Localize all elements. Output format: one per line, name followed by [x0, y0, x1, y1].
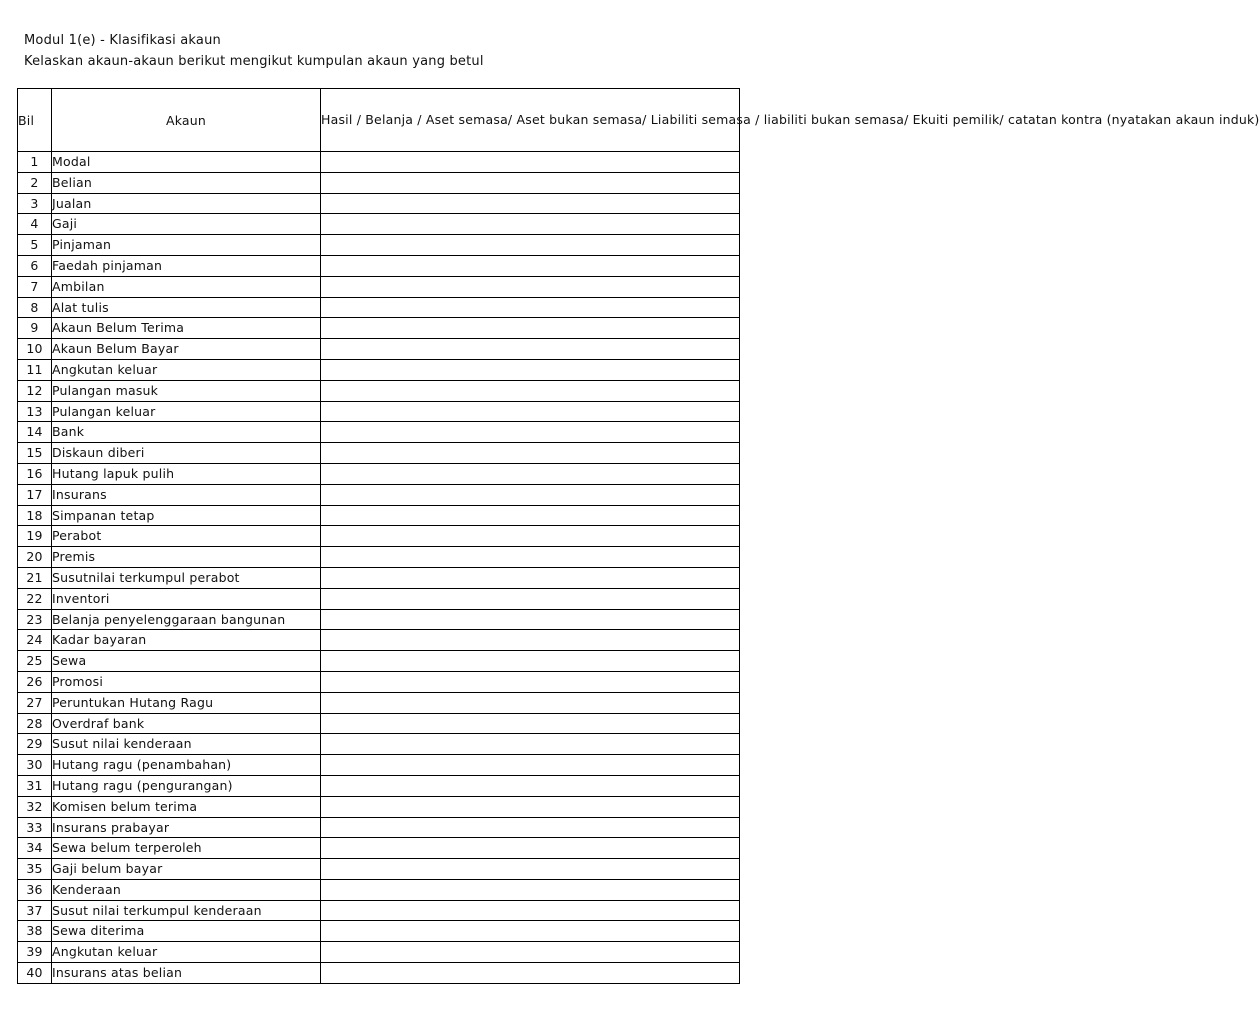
header-akaun: Akaun [52, 89, 321, 152]
table-row [18, 214, 740, 235]
classification-answer-cell[interactable] [321, 339, 740, 360]
account-name: Gaji [52, 214, 321, 235]
row-number: 13 [18, 401, 52, 422]
account-name: Ambilan [52, 276, 321, 297]
row-number: 28 [18, 713, 52, 734]
table-row [18, 255, 740, 276]
document-heading [24, 30, 484, 72]
row-number: 22 [18, 588, 52, 609]
account-name: Gaji belum bayar [52, 859, 321, 880]
account-name: Sewa [52, 651, 321, 672]
row-number: 35 [18, 859, 52, 880]
row-number: 30 [18, 755, 52, 776]
classification-answer-cell[interactable] [321, 651, 740, 672]
classification-answer-cell[interactable] [321, 214, 740, 235]
row-number: 29 [18, 734, 52, 755]
row-number: 12 [18, 380, 52, 401]
account-name: Kenderaan [52, 879, 321, 900]
table-body [18, 152, 740, 984]
account-name: Jualan [52, 193, 321, 214]
classification-answer-cell[interactable] [321, 235, 740, 256]
row-number: 18 [18, 505, 52, 526]
header-row [18, 89, 740, 152]
row-number: 9 [18, 318, 52, 339]
table-row [18, 567, 740, 588]
account-name: Alat tulis [52, 297, 321, 318]
account-name: Peruntukan Hutang Ragu [52, 692, 321, 713]
account-name: Overdraf bank [52, 713, 321, 734]
classification-answer-cell[interactable] [321, 255, 740, 276]
classification-answer-cell[interactable] [321, 359, 740, 380]
table-row [18, 651, 740, 672]
row-number: 2 [18, 172, 52, 193]
table-row [18, 401, 740, 422]
account-name: Susut nilai kenderaan [52, 734, 321, 755]
table-row [18, 318, 740, 339]
account-name: Insurans prabayar [52, 817, 321, 838]
row-number: 17 [18, 484, 52, 505]
classification-answer-cell[interactable] [321, 734, 740, 755]
row-number: 38 [18, 921, 52, 942]
table-row [18, 484, 740, 505]
row-number: 33 [18, 817, 52, 838]
row-number: 6 [18, 255, 52, 276]
classification-answer-cell[interactable] [321, 588, 740, 609]
classification-answer-cell[interactable] [321, 963, 740, 984]
row-number: 26 [18, 671, 52, 692]
row-number: 7 [18, 276, 52, 297]
table-row [18, 297, 740, 318]
table-row [18, 359, 740, 380]
row-number: 20 [18, 547, 52, 568]
account-name: Belanja penyelenggaraan bangunan [52, 609, 321, 630]
table-row [18, 838, 740, 859]
row-number: 4 [18, 214, 52, 235]
row-number: 24 [18, 630, 52, 651]
account-name: Promosi [52, 671, 321, 692]
table-row [18, 921, 740, 942]
classification-answer-cell[interactable] [321, 796, 740, 817]
account-name: Faedah pinjaman [52, 255, 321, 276]
classification-answer-cell[interactable] [321, 755, 740, 776]
classification-answer-cell[interactable] [321, 526, 740, 547]
classification-answer-cell[interactable] [321, 817, 740, 838]
account-name: Akaun Belum Bayar [52, 339, 321, 360]
classification-answer-cell[interactable] [321, 775, 740, 796]
row-number: 8 [18, 297, 52, 318]
table-row [18, 526, 740, 547]
table-row [18, 339, 740, 360]
account-name: Akaun Belum Terima [52, 318, 321, 339]
account-name: Pulangan keluar [52, 401, 321, 422]
classification-answer-cell[interactable] [321, 630, 740, 651]
table-row [18, 817, 740, 838]
table-row [18, 755, 740, 776]
classification-answer-cell[interactable] [321, 463, 740, 484]
table-row [18, 463, 740, 484]
table-row [18, 609, 740, 630]
row-number: 3 [18, 193, 52, 214]
table-row [18, 963, 740, 984]
account-name: Susut nilai terkumpul kenderaan [52, 900, 321, 921]
account-name: Susutnilai terkumpul perabot [52, 567, 321, 588]
row-number: 37 [18, 900, 52, 921]
classification-table [17, 88, 1260, 984]
classification-answer-cell[interactable] [321, 401, 740, 422]
row-number: 1 [18, 152, 52, 173]
classification-answer-cell[interactable] [321, 567, 740, 588]
classification-answer-cell[interactable] [321, 297, 740, 318]
account-name: Perabot [52, 526, 321, 547]
table-row [18, 734, 740, 755]
table-row [18, 796, 740, 817]
table-row [18, 380, 740, 401]
table-row [18, 713, 740, 734]
table-row [18, 630, 740, 651]
account-name: Inventori [52, 588, 321, 609]
account-name: Insurans [52, 484, 321, 505]
table-row [18, 671, 740, 692]
classification-answer-cell[interactable] [321, 172, 740, 193]
row-number: 39 [18, 942, 52, 963]
row-number: 14 [18, 422, 52, 443]
table-row [18, 505, 740, 526]
classification-answer-cell[interactable] [321, 505, 740, 526]
table-row [18, 443, 740, 464]
classification-answer-cell[interactable] [321, 879, 740, 900]
classification-answer-cell[interactable] [321, 921, 740, 942]
row-number: 27 [18, 692, 52, 713]
classification-answer-cell[interactable] [321, 276, 740, 297]
classification-answer-cell[interactable] [321, 318, 740, 339]
row-number: 32 [18, 796, 52, 817]
row-number: 31 [18, 775, 52, 796]
table-row [18, 422, 740, 443]
table-row [18, 152, 740, 173]
account-name: Komisen belum terima [52, 796, 321, 817]
row-number: 21 [18, 567, 52, 588]
classification-answer-cell[interactable] [321, 900, 740, 921]
table-row [18, 276, 740, 297]
account-name: Angkutan keluar [52, 942, 321, 963]
account-name: Hutang lapuk pulih [52, 463, 321, 484]
account-name: Diskaun diberi [52, 443, 321, 464]
account-name: Sewa belum terperoleh [52, 838, 321, 859]
account-name: Premis [52, 547, 321, 568]
classification-answer-cell[interactable] [321, 692, 740, 713]
table-row [18, 692, 740, 713]
classification-answer-cell[interactable] [321, 609, 740, 630]
table-row [18, 879, 740, 900]
account-name: Hutang ragu (penambahan) [52, 755, 321, 776]
account-name: Modal [52, 152, 321, 173]
table-row [18, 942, 740, 963]
table-header [18, 89, 1260, 152]
account-name: Bank [52, 422, 321, 443]
classification-answer-cell[interactable] [321, 380, 740, 401]
classification-answer-cell[interactable] [321, 547, 740, 568]
row-number: 16 [18, 463, 52, 484]
classification-answer-cell[interactable] [321, 713, 740, 734]
account-name: Pulangan masuk [52, 380, 321, 401]
row-number: 40 [18, 963, 52, 984]
account-name: Insurans atas belian [52, 963, 321, 984]
row-number: 5 [18, 235, 52, 256]
classification-answer-cell[interactable] [321, 193, 740, 214]
classification-answer-cell[interactable] [321, 671, 740, 692]
header-bil: Bil [18, 89, 52, 152]
classification-answer-cell[interactable] [321, 484, 740, 505]
account-name: Pinjaman [52, 235, 321, 256]
classification-answer-cell[interactable] [321, 838, 740, 859]
row-number: 10 [18, 339, 52, 360]
instruction-text: Kelaskan akaun-akaun berikut mengikut kumpulan akaun yang betul [24, 54, 484, 69]
table-row [18, 547, 740, 568]
account-name: Angkutan keluar [52, 359, 321, 380]
row-number: 34 [18, 838, 52, 859]
row-number: 25 [18, 651, 52, 672]
account-name: Simpanan tetap [52, 505, 321, 526]
row-number: 11 [18, 359, 52, 380]
account-name: Kadar bayaran [52, 630, 321, 651]
table-row [18, 193, 740, 214]
classification-answer-cell[interactable] [321, 443, 740, 464]
table-row [18, 900, 740, 921]
row-number: 19 [18, 526, 52, 547]
row-number: 15 [18, 443, 52, 464]
row-number: 36 [18, 879, 52, 900]
table-row [18, 172, 740, 193]
classification-answer-cell[interactable] [321, 859, 740, 880]
account-name: Belian [52, 172, 321, 193]
header-classification: Hasil / Belanja / Aset semasa/ Aset bukan semasa/ Liabiliti semasa / liabiliti bukan semasa/ Ekuiti pemilik/ catatan kontra (nyatakan akaun induk) [321, 89, 740, 152]
classification-answer-cell[interactable] [321, 422, 740, 443]
table-row [18, 235, 740, 256]
table-row [18, 859, 740, 880]
account-name: Hutang ragu (pengurangan) [52, 775, 321, 796]
table-row [18, 588, 740, 609]
classification-answer-cell[interactable] [321, 942, 740, 963]
table-row [18, 775, 740, 796]
classification-answer-cell[interactable] [321, 152, 740, 173]
account-name: Sewa diterima [52, 921, 321, 942]
row-number: 23 [18, 609, 52, 630]
module-title: Modul 1(e) - Klasifikasi akaun [24, 33, 221, 48]
